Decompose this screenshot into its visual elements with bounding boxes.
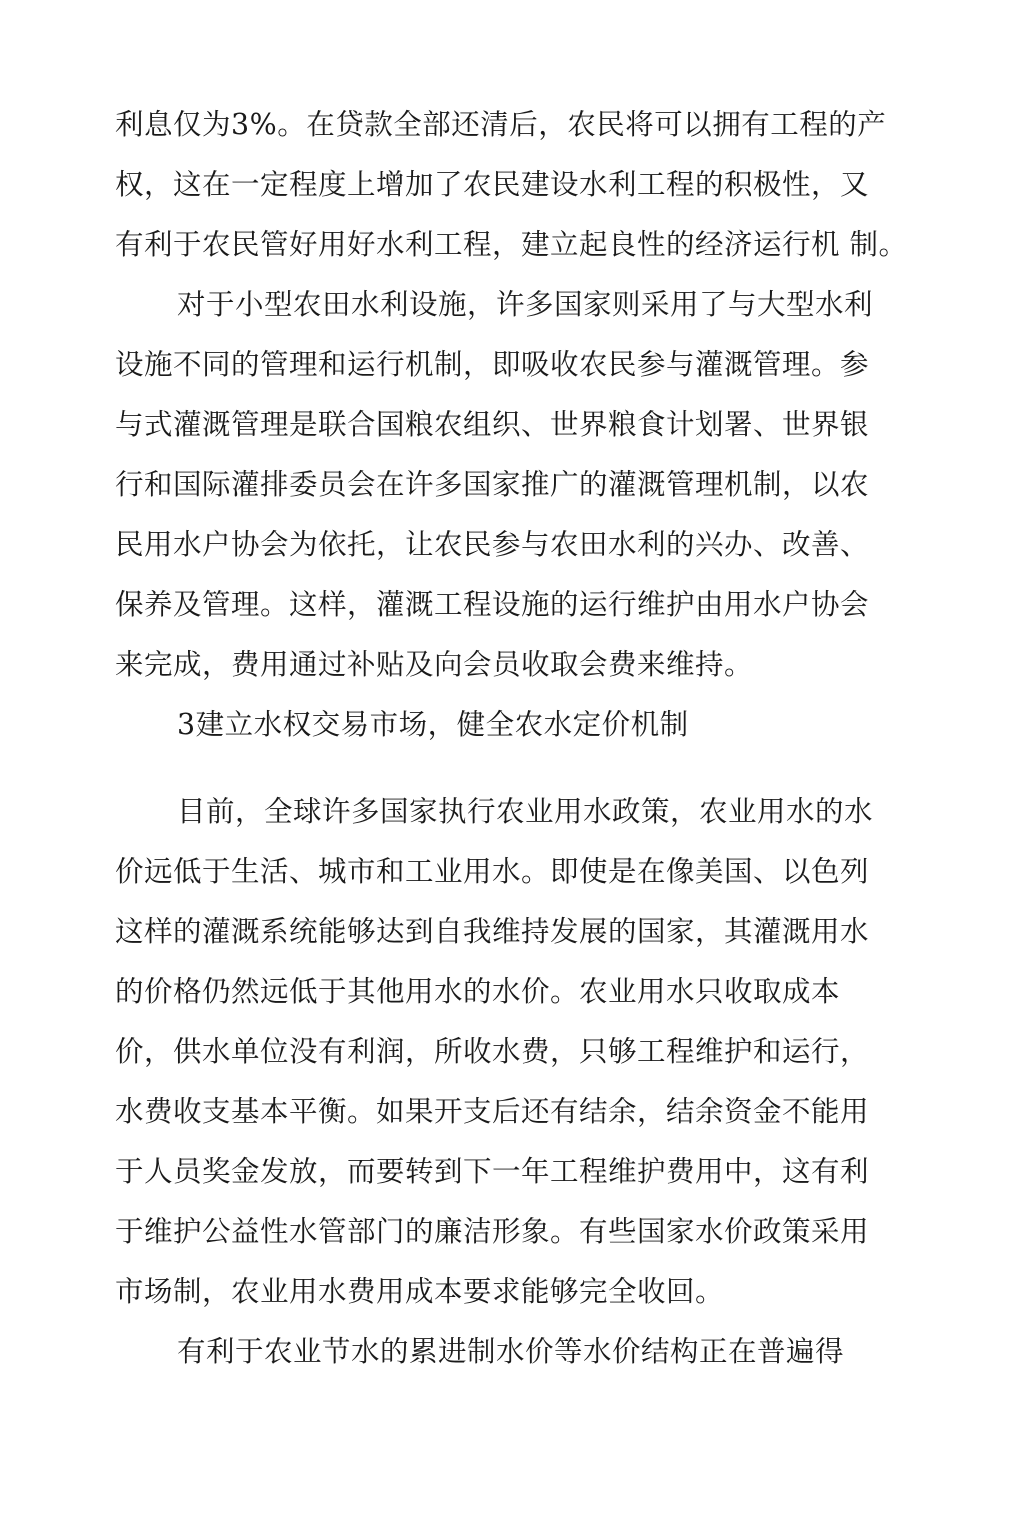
text-line: 于维护公益性水管部门的廉洁形象。有些国家水价政策采用 — [115, 1215, 870, 1248]
text-line: 行和国际灌排委员会在许多国家推广的灌溉管理机制，以农 — [115, 468, 870, 501]
text-line: 市场制，农业用水费用成本要求能够完全收回。 — [115, 1275, 725, 1308]
text-line: 民用水户协会为依托，让农民参与农田水利的兴办、改善、 — [115, 528, 870, 561]
text-line: 的价格仍然远低于其他用水的水价。农业用水只收取成本 — [115, 975, 841, 1008]
section-heading: 3建立水权交易市场，健全农水定价机制 — [177, 708, 689, 741]
text-line: 价，供水单位没有利润，所收水费，只够工程维护和运行， — [115, 1035, 870, 1068]
text-line: 水费收支基本平衡。如果开支后还有结余，结余资金不能用 — [115, 1095, 870, 1128]
text-line: 与式灌溉管理是联合国粮农组织、世界粮食计划署、世界银 — [115, 408, 870, 441]
text-line: 来完成，费用通过补贴及向会员收取会费来维持。 — [115, 648, 754, 681]
text-line: 有利于农民管好用好水利工程，建立起良性的经济运行机 制。 — [115, 228, 908, 261]
text-line: 设施不同的管理和运行机制，即吸收农民参与灌溉管理。参 — [115, 348, 870, 381]
text-line: 这样的灌溉系统能够达到自我维持发展的国家，其灌溉用水 — [115, 915, 870, 948]
text-line: 于人员奖金发放，而要转到下一年工程维护费用中，这有利 — [115, 1155, 870, 1188]
text-line: 保养及管理。这样，灌溉工程设施的运行维护由用水户协会 — [115, 588, 870, 621]
text-line: 对于小型农田水利设施，许多国家则采用了与大型水利 — [177, 288, 874, 321]
text-line: 利息仅为3%。在贷款全部还清后，农民将可以拥有工程的产 — [115, 108, 887, 141]
text-line: 价远低于生活、城市和工业用水。即使是在像美国、以色列 — [115, 855, 870, 888]
text-line: 权，这在一定程度上增加了农民建设水利工程的积极性，又 — [115, 168, 870, 201]
text-line: 有利于农业节水的累进制水价等水价结构正在普遍得 — [177, 1335, 845, 1368]
text-line: 目前，全球许多国家执行农业用水政策，农业用水的水 — [177, 795, 874, 828]
